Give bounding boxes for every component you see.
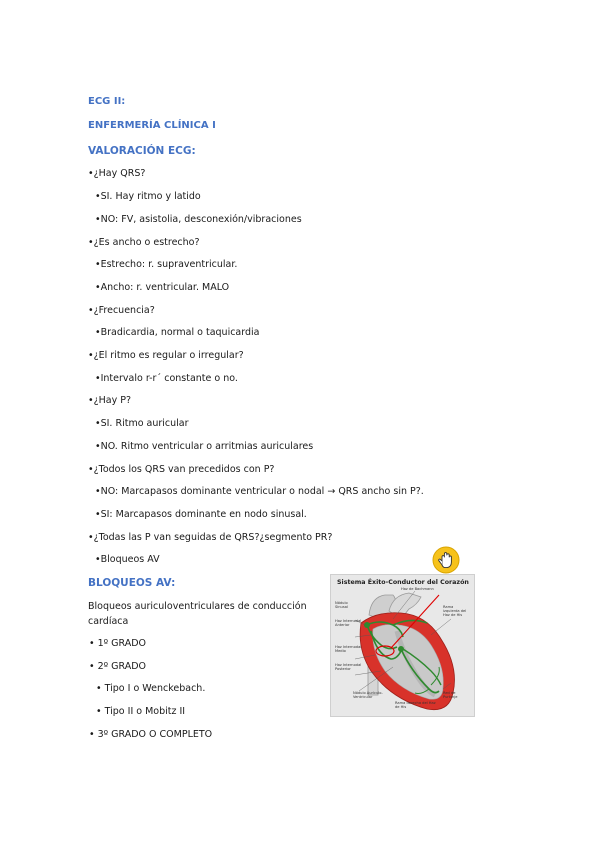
answer-item: •SI. Hay ritmo y latido xyxy=(95,191,201,202)
section-heading-bloqueos: BLOQUEOS AV: xyxy=(88,577,176,589)
label-haz-posterior: Haz Internodal Posterior xyxy=(335,663,362,672)
bloqueos-intro: Bloqueos auriculoventriculares de conducción xyxy=(88,601,307,612)
label-rama-izquierda: Rama izquierda del Haz de His xyxy=(443,605,467,618)
bloqueo-subtype-item: • Tipo II o Mobitz II xyxy=(96,706,186,717)
section-heading-valoracion: VALORACIÓN ECG: xyxy=(88,145,196,157)
diagram-title: Sistema Éxito-Conductor del Corazón xyxy=(337,579,469,586)
question-item: •¿Es ancho o estrecho? xyxy=(88,237,200,248)
answer-item: •Estrecho: r. supraventricular. xyxy=(95,259,238,270)
label-nodulo-sinusal: Nódulo Sinusal xyxy=(335,601,348,610)
answer-item: •Bradicardia, normal o taquicardia xyxy=(95,327,260,338)
question-item: •¿Todos los QRS van precedidos con P? xyxy=(88,464,275,475)
document-title: ECG II: xyxy=(88,96,126,107)
label-purkinje: Red de Purkinje xyxy=(443,691,458,700)
answer-item: •NO. Ritmo ventricular o arritmias auriculares xyxy=(95,441,314,452)
answer-item: •Intervalo r-r´ constante o no. xyxy=(95,373,238,384)
question-item: •¿Hay P? xyxy=(88,395,132,406)
bloqueos-intro-continued: cardíaca xyxy=(88,616,129,627)
question-item: •¿El ritmo es regular o irregular? xyxy=(88,350,244,361)
label-haz-medio: Haz Internodal Medio xyxy=(335,645,362,654)
answer-item: •NO: FV, asistolia, desconexión/vibraciones xyxy=(95,214,302,225)
answer-item: •NO: Marcapasos dominante ventricular o nodal → QRS ancho sin P?. xyxy=(95,486,424,497)
answer-item: •SI. Ritmo auricular xyxy=(95,418,189,429)
question-item: •¿Hay QRS? xyxy=(88,168,146,179)
answer-item: •Ancho: r. ventricular. MALO xyxy=(95,282,230,293)
answer-item: •SI: Marcapasos dominante en nodo sinusal. xyxy=(95,509,307,520)
bloqueo-grade-item: • 2º GRADO xyxy=(89,661,147,672)
hand-pointer-icon[interactable] xyxy=(432,546,460,574)
heart-conduction-diagram xyxy=(330,574,475,717)
label-haz-anterior: Haz Internodal Anterior xyxy=(335,619,362,628)
bloqueo-subtype-item: • Tipo I o Wenckebach. xyxy=(96,683,206,694)
bloqueo-grade-item: • 3º GRADO O COMPLETO xyxy=(89,729,213,740)
answer-item: •Bloqueos AV xyxy=(95,554,160,565)
course-title: ENFERMERÍA CLÍNICA I xyxy=(88,120,216,131)
question-item: •¿Todas las P van seguidas de QRS?¿segmento PR? xyxy=(88,532,333,543)
question-item: •¿Frecuencia? xyxy=(88,305,155,316)
label-rama-derecha: Rama derecha del Haz de His xyxy=(395,701,436,710)
bloqueo-grade-item: • 1º GRADO xyxy=(89,638,147,649)
label-nodulo-av: Nódulo Aurículo-Ventricular xyxy=(353,691,383,700)
label-bachmann: Haz de Bachmann xyxy=(401,587,434,591)
